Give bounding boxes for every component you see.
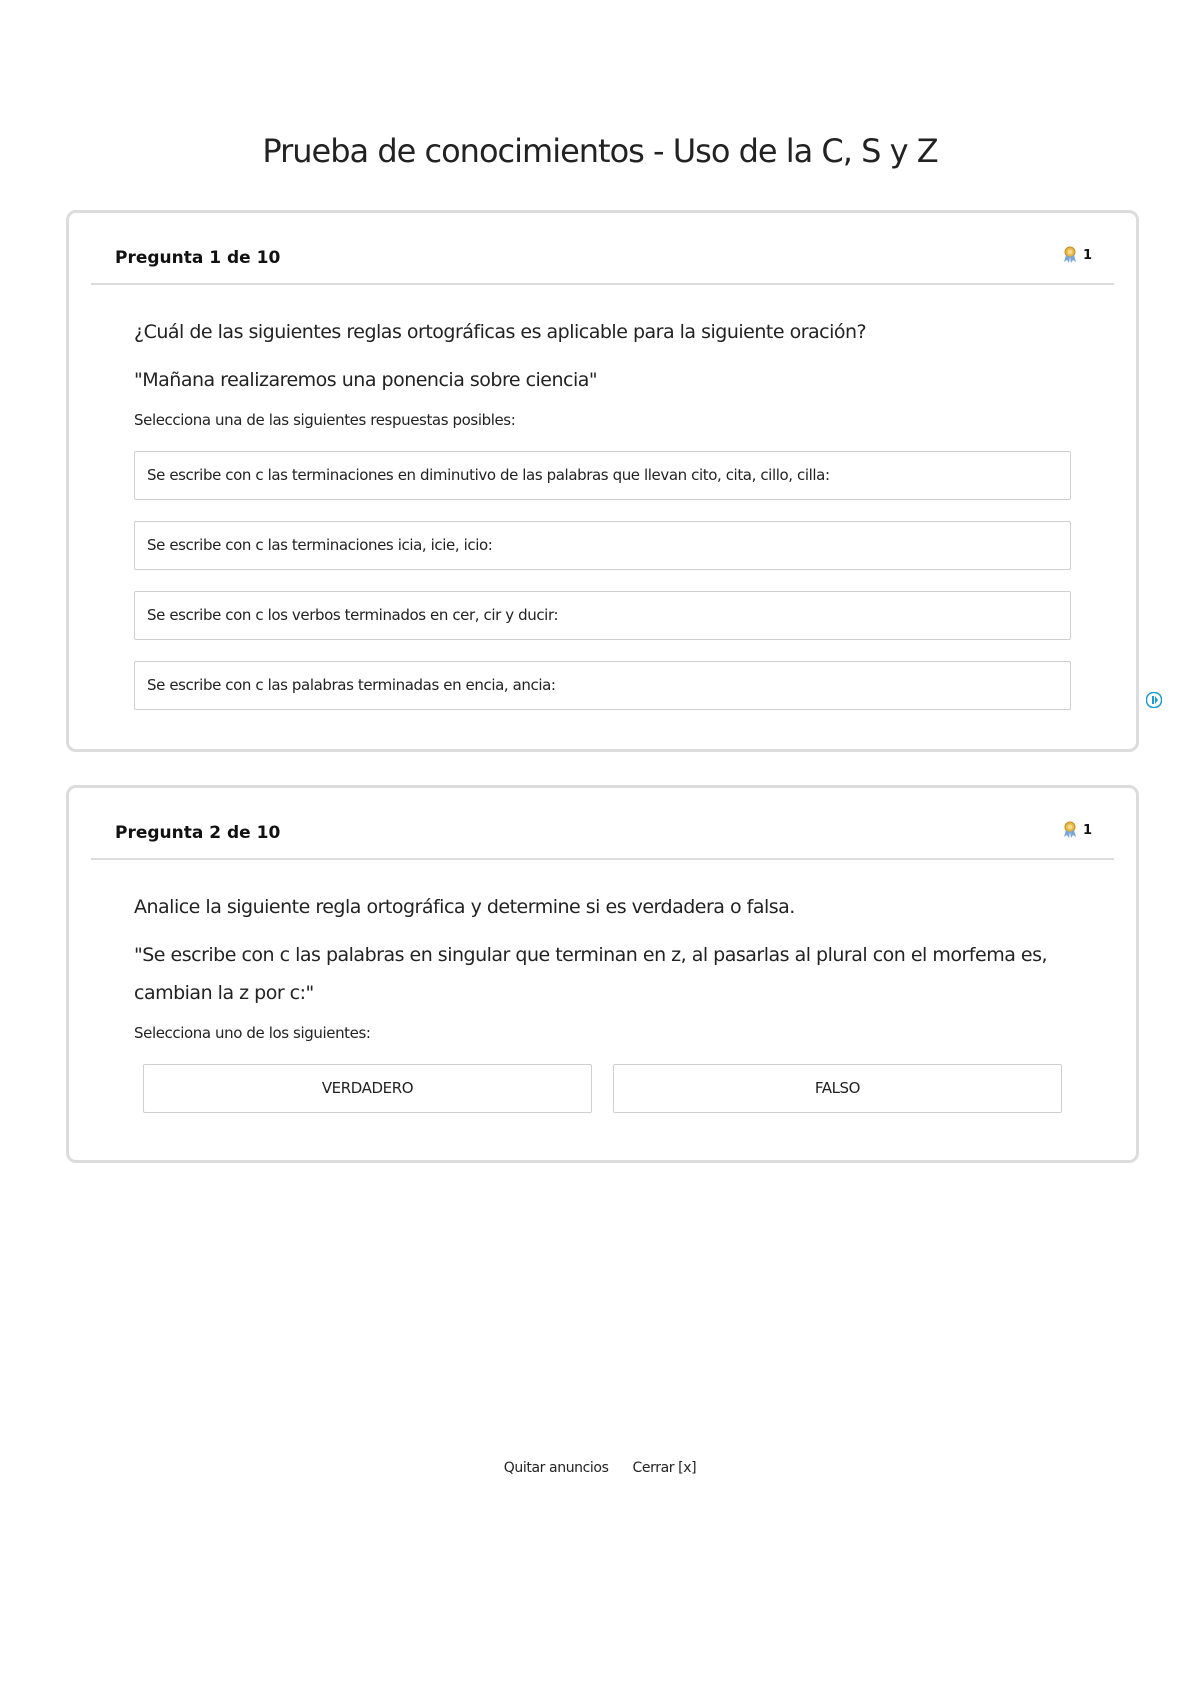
question-header [91,213,1114,285]
question-number: Pregunta 1 de 10 [115,248,281,268]
points-badge [1062,246,1092,264]
question-body [134,313,1071,710]
points-value: 1 [1082,247,1092,263]
answer-instruction: Selecciona uno de los siguientes: [134,1024,371,1042]
answer-option-2[interactable]: Se escribe con c las terminaciones icia, icie, icio: [134,521,1071,570]
question-text: Analice la siguiente regla ortográfica y determine si es verdadera o falsa. [134,896,795,918]
page-title: Prueba de conocimientos - Uso de la C, S y Z [262,132,938,170]
question-number: Pregunta 2 de 10 [115,823,281,843]
points-badge [1062,821,1092,839]
true-button[interactable]: VERDADERO [143,1064,592,1113]
false-button[interactable]: FALSO [613,1064,1062,1113]
ad-footer [0,1460,1200,1476]
question-quote: "Se escribe con c las palabras en singular que terminan en z, al pasarlas al plural con el morfema es, cambian la z por c:" [134,944,1048,1004]
true-false-options [134,1064,1071,1113]
question-card-1 [66,210,1139,752]
ad-choices-icon[interactable] [1146,692,1162,708]
answer-instruction: Selecciona una de las siguientes respuestas posibles: [134,411,516,429]
award-ribbon-icon [1062,821,1080,839]
answer-option-1[interactable]: Se escribe con c las terminaciones en diminutivo de las palabras que llevan cito, cita, cillo, cilla: [134,451,1071,500]
award-ribbon-icon [1062,246,1080,264]
question-header [91,788,1114,860]
close-ad-link[interactable]: Cerrar [x] [632,1460,697,1476]
remove-ads-link[interactable]: Quitar anuncios [503,1460,609,1476]
question-card-2 [66,785,1139,1163]
answer-option-4[interactable]: Se escribe con c las palabras terminadas en encia, ancia: [134,661,1071,710]
question-quote: "Mañana realizaremos una ponencia sobre ciencia" [134,369,598,391]
question-body [134,888,1071,1113]
question-text: ¿Cuál de las siguientes reglas ortográficas es aplicable para la siguiente oración? [134,321,867,343]
answer-option-3[interactable]: Se escribe con c los verbos terminados en cer, cir y ducir: [134,591,1071,640]
points-value: 1 [1082,822,1092,838]
